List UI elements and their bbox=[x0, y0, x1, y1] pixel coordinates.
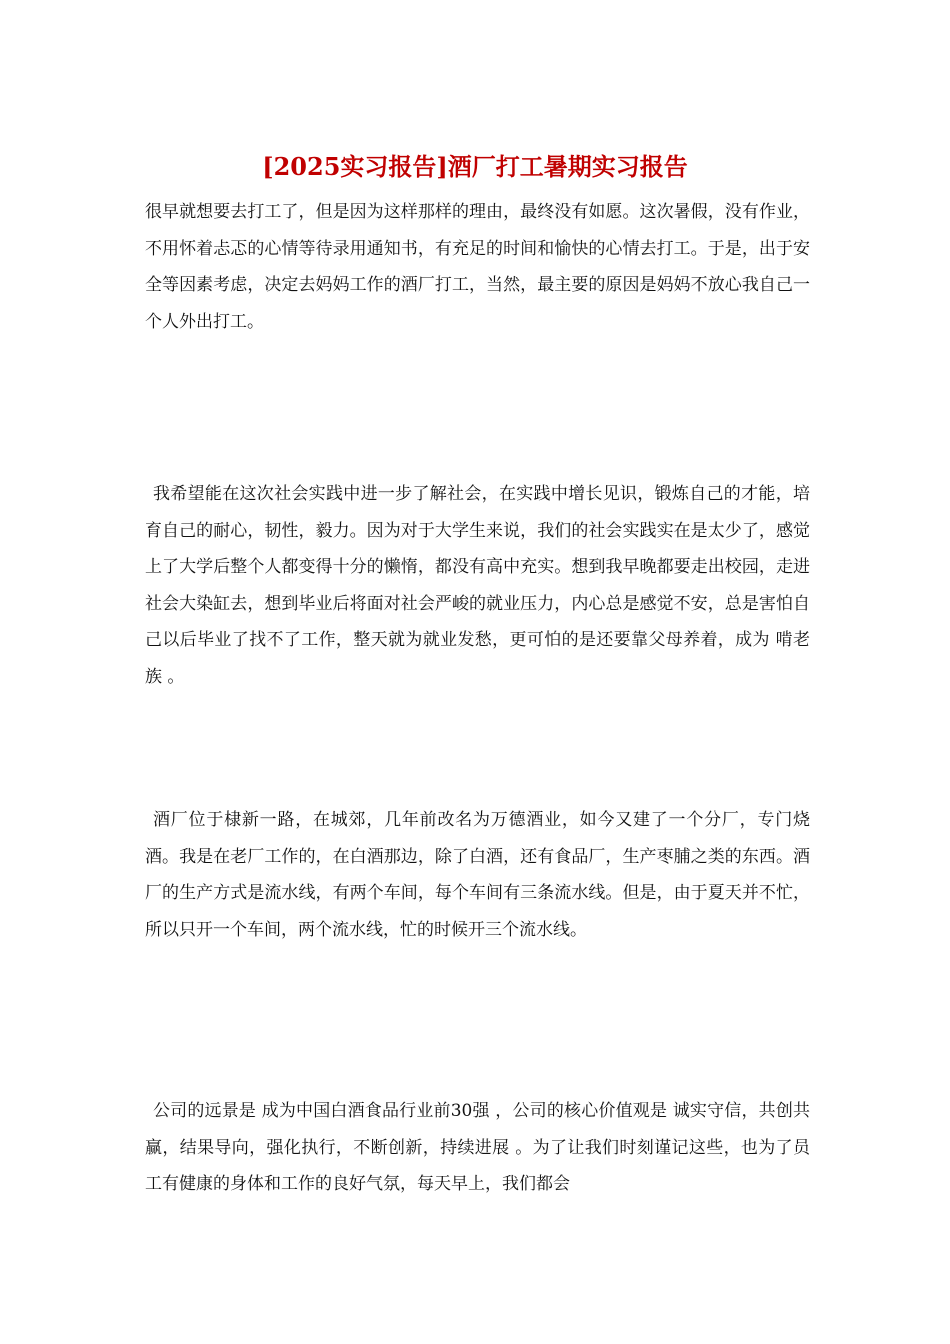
paragraph-intro: 很早就想要去打工了，但是因为这样那样的理由，最终没有如愿。这次暑假，没有作业，不用怀着忐忑的心情等待录用通知书，有充足的时间和愉快的心情去打工。于是，出于安全等因素考虑，决定去妈妈工作的酒厂打工，当然，最主要的原因是妈妈不放心我自己一个人外出打工。 bbox=[145, 202, 810, 332]
document-title: [2025实习报告]酒厂打工暑期实习报告 bbox=[262, 152, 688, 181]
paragraph-hopes: 我希望能在这次社会实践中进一步了解社会，在实践中增长见识，锻炼自己的才能，培育自己的耐心，韧性，毅力。因为对于大学生来说，我们的社会实践实在是太少了，感觉上了大学后整个人都变得十分的懒惰，都没有高中充实。想到我早晚都要走出校园，走进社会大染缸去，想到毕业后将面对社会严峻的就业压力，内心总是感觉不安，总是害怕自己以后毕业了找不了工作，整天就为就业发愁，更可怕的是还要靠父母养着，成为 啃老族 。 bbox=[145, 484, 810, 687]
paragraph-factory: 酒厂位于棣新一路，在城郊，几年前改名为万德酒业，如今又建了一个分厂，专门烧酒。我是在老厂工作的，在白酒那边，除了白酒，还有食品厂，生产枣脯之类的东西。酒厂的生产方式是流水线，有两个车间，每个车间有三条流水线。但是，由于夏天并不忙，所以只开一个车间，两个流水线，忙的时候开三个流水线。 bbox=[145, 810, 810, 940]
paragraph-company-vision: 公司的远景是 成为中国白酒食品行业前30强 ，公司的核心价值观是 诚实守信，共创共赢，结果导向，强化执行，不断创新，持续进展 。为了让我们时刻谨记这些，也为了员工有健康的身体和工作的良好气氛，每天早上，我们都会 bbox=[145, 1101, 810, 1194]
